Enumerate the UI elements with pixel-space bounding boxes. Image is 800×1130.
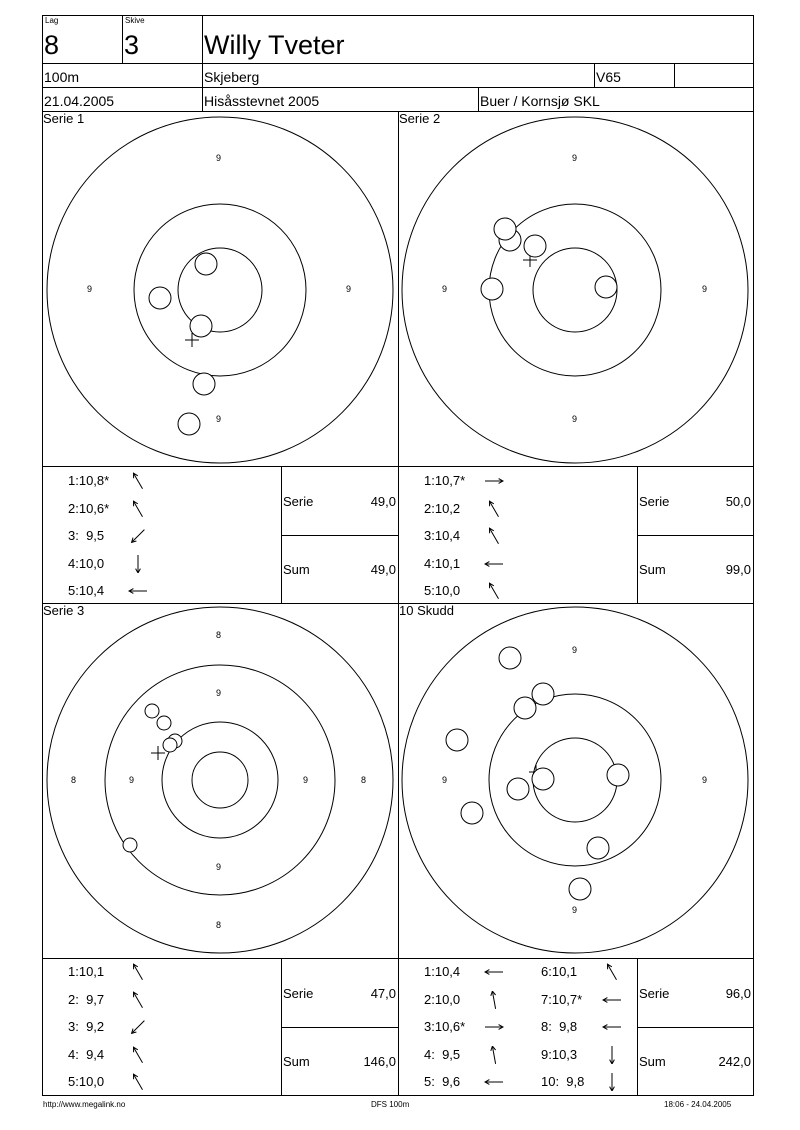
ring-label: 8 <box>216 920 222 930</box>
direction-arrow-icon <box>484 1046 504 1064</box>
direction-arrow-icon <box>128 527 148 545</box>
serie-label: Serie <box>639 494 670 509</box>
shot-score: 1:10,8* <box>68 473 110 488</box>
skive-label: Skive <box>125 16 145 25</box>
shot-hole <box>569 878 591 900</box>
shot-score: 4:10,0 <box>68 555 105 571</box>
sum-label: Sum <box>283 1054 310 1069</box>
ring-label: 9 <box>346 284 352 294</box>
footer-program: DFS 100m <box>371 1100 410 1109</box>
footer-timestamp: 18:06 - 24.04.2005 <box>664 1100 732 1109</box>
direction-arrow-icon <box>128 1046 148 1064</box>
serie-value: 49,0 <box>370 494 396 509</box>
club: Skjeberg <box>204 69 260 85</box>
shot-score: 10: 9,8 <box>541 1074 585 1089</box>
shot-score: 9:10,3 <box>541 1046 578 1062</box>
ring-label: 9 <box>87 284 93 294</box>
direction-arrow-icon <box>128 500 148 518</box>
ring-label: 8 <box>71 775 77 785</box>
event: Hisåsstevnet 2005 <box>204 93 320 109</box>
direction-arrow-icon <box>128 582 148 600</box>
ring-label: 9 <box>572 905 578 915</box>
ring-label: 9 <box>129 775 135 785</box>
shot-hole <box>123 838 137 852</box>
sum-label: Sum <box>639 562 666 577</box>
sum-label: Sum <box>283 562 310 577</box>
direction-arrow-icon <box>602 991 622 1009</box>
target-serie-2 <box>402 117 748 463</box>
footer-url[interactable]: http://www.megalink.no <box>43 1100 126 1109</box>
target-serie-3 <box>47 607 393 953</box>
ring-label: 9 <box>572 645 578 655</box>
shot-hole <box>587 837 609 859</box>
ring-label: 8 <box>361 775 367 785</box>
target-serie-1 <box>47 117 393 463</box>
shot-hole <box>149 287 171 309</box>
ring-label: 9 <box>572 153 578 163</box>
serie-value: 96,0 <box>725 986 751 1001</box>
shot-score: 2:10,6* <box>68 500 110 516</box>
sum-value: 242,0 <box>718 1054 751 1069</box>
shot-score: 3:10,6* <box>424 1019 466 1034</box>
shot-score: 1:10,1 <box>68 964 105 979</box>
shot-hole <box>499 647 521 669</box>
shot-score: 5:10,4 <box>68 583 105 598</box>
distance: 100m <box>44 69 80 85</box>
shot-hole <box>524 235 546 257</box>
ring-label: 9 <box>702 775 708 785</box>
panel-title: 10 Skudd <box>399 603 454 618</box>
shots-serie-1 <box>149 253 217 435</box>
shot-score: 3: 9,5 <box>68 528 105 543</box>
shot-score: 5: 9,6 <box>424 1074 461 1089</box>
shot-score: 8: 9,8 <box>541 1019 578 1034</box>
ring-label: 9 <box>702 284 708 294</box>
direction-arrow-icon <box>602 1018 622 1036</box>
sum-label: Sum <box>639 1054 666 1069</box>
direction-arrow-icon <box>484 991 504 1009</box>
sum-value: 49,0 <box>370 562 396 577</box>
date: 21.04.2005 <box>44 93 115 109</box>
direction-arrow-icon <box>484 527 504 545</box>
shot-score: 1:10,4 <box>424 964 461 979</box>
shot-score: 2: 9,7 <box>68 991 105 1007</box>
ring-label: 9 <box>442 284 448 294</box>
shot-hole <box>494 218 516 240</box>
panel-title: Serie 1 <box>43 111 85 126</box>
direction-arrow-icon <box>484 1018 504 1036</box>
lag-label: Lag <box>45 16 59 25</box>
ring-label: 9 <box>216 862 222 872</box>
serie-value: 50,0 <box>725 494 751 509</box>
ring-label: 9 <box>572 414 578 424</box>
sum-value: 146,0 <box>363 1054 396 1069</box>
shooter-name: Willy Tveter <box>204 30 345 60</box>
panel-title: Serie 3 <box>43 603 85 618</box>
direction-arrow-icon <box>484 963 504 981</box>
direction-arrow-icon <box>128 1018 148 1036</box>
ring-label: 9 <box>442 775 448 785</box>
shot-score: 3:10,4 <box>424 528 461 543</box>
shot-score: 5:10,0 <box>68 1074 105 1089</box>
direction-arrow-icon <box>484 555 504 573</box>
shot-score: 2:10,0 <box>424 991 461 1007</box>
serie-value: 47,0 <box>370 986 396 1001</box>
shot-hole <box>507 778 529 800</box>
serie-label: Serie <box>283 986 314 1001</box>
shot-score: 3: 9,2 <box>68 1019 105 1034</box>
shot-hole <box>481 278 503 300</box>
ring-label: 8 <box>216 630 222 640</box>
shot-hole <box>446 729 468 751</box>
shot-score: 4:10,1 <box>424 555 461 571</box>
ring-label: 9 <box>216 414 222 424</box>
sum-value: 99,0 <box>725 562 751 577</box>
shot-hole <box>532 683 554 705</box>
shot-hole <box>514 697 536 719</box>
direction-arrow-icon <box>128 991 148 1009</box>
class: V65 <box>596 69 621 85</box>
skive-value: 3 <box>124 30 140 60</box>
direction-arrow-icon <box>484 472 504 490</box>
shot-hole <box>163 738 177 752</box>
shot-score: 5:10,0 <box>424 583 461 598</box>
direction-arrow-icon <box>128 472 148 490</box>
shot-hole <box>607 764 629 786</box>
direction-arrow-icon <box>602 1073 622 1091</box>
location: Buer / Kornsjø SKL <box>480 93 600 109</box>
direction-arrow-icon <box>602 963 622 981</box>
target-10-skudd <box>402 607 748 953</box>
shot-score: 6:10,1 <box>541 964 578 979</box>
shot-score: 4: 9,4 <box>68 1046 105 1062</box>
shot-hole <box>157 716 171 730</box>
shot-score: 4: 9,5 <box>424 1046 461 1062</box>
shot-score: 7:10,7* <box>541 991 583 1007</box>
shot-hole <box>532 768 554 790</box>
direction-arrow-icon <box>128 963 148 981</box>
ring-label: 9 <box>303 775 309 785</box>
shots-serie-2 <box>481 218 617 300</box>
lag-value: 8 <box>44 30 60 60</box>
shot-hole <box>461 802 483 824</box>
shot-hole <box>178 413 200 435</box>
shot-hole <box>195 253 217 275</box>
direction-arrow-icon <box>484 582 504 600</box>
ring-label: 9 <box>216 688 222 698</box>
serie-label: Serie <box>639 986 670 1001</box>
shot-hole <box>145 704 159 718</box>
direction-arrow-icon <box>484 1073 504 1091</box>
ring-label: 9 <box>216 153 222 163</box>
direction-arrow-icon <box>128 1073 148 1091</box>
direction-arrow-icon <box>602 1046 622 1064</box>
shot-score: 1:10,7* <box>424 473 466 488</box>
panel-title: Serie 2 <box>399 111 441 126</box>
direction-arrow-icon <box>128 555 148 573</box>
serie-label: Serie <box>283 494 314 509</box>
shot-score: 2:10,2 <box>424 500 461 516</box>
direction-arrow-icon <box>484 500 504 518</box>
shot-hole <box>193 373 215 395</box>
shot-hole <box>595 276 617 298</box>
shot-hole <box>190 315 212 337</box>
